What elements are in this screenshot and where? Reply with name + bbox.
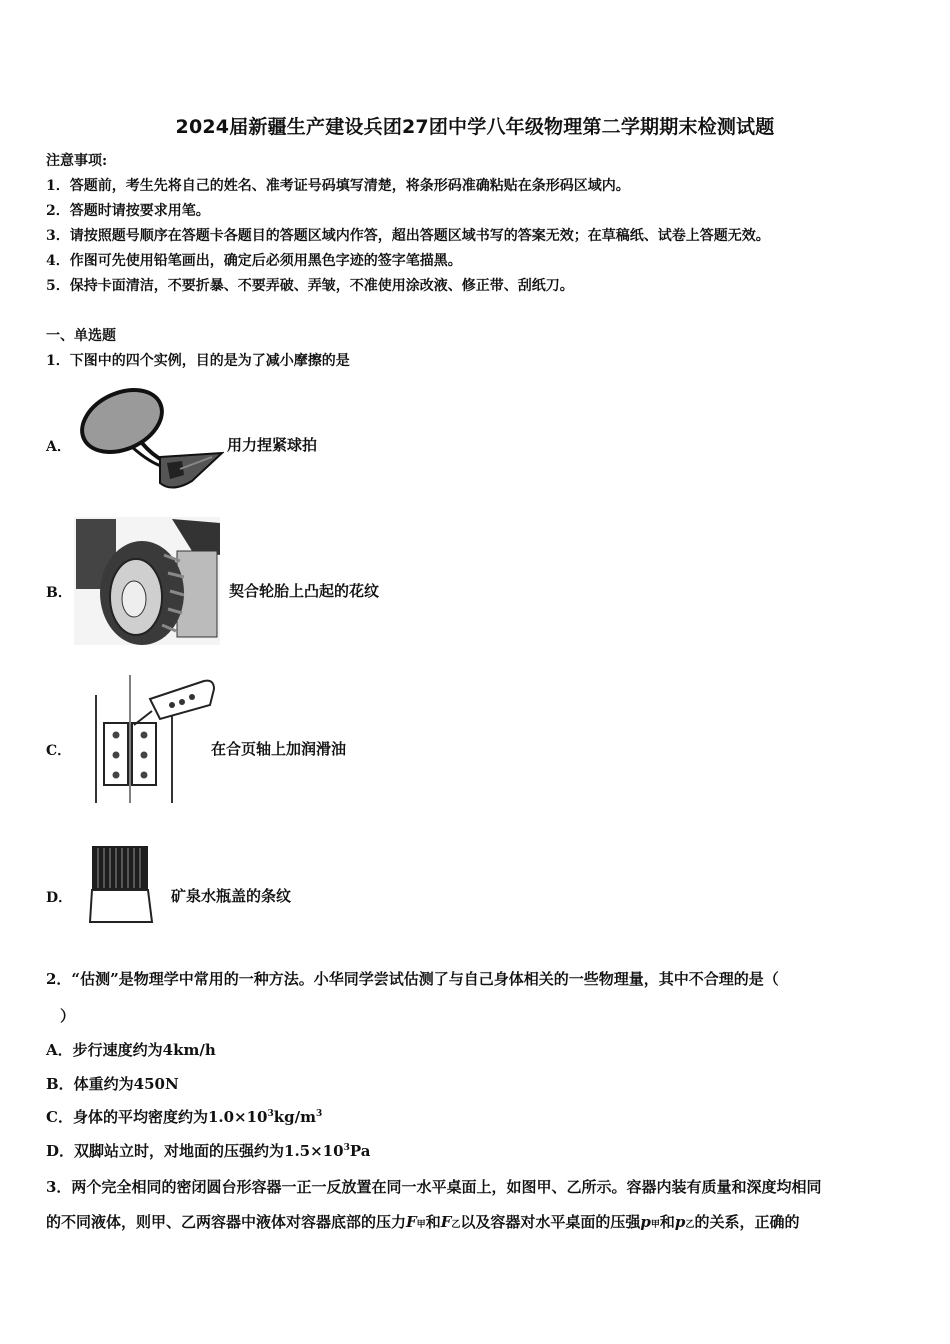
note-item: 2．答题时请按要求用笔。 bbox=[46, 203, 210, 219]
option-d-text: 矿泉水瓶盖的条纹 bbox=[171, 887, 292, 905]
bottle-cap-image bbox=[84, 844, 156, 926]
question-2-stem: 2．“估测”是物理学中常用的一种方法。小华同学尝试估测了与自己身体相关的一些物理量，其中不合理的是（ bbox=[46, 970, 779, 988]
question-3-stem-line-2: 的不同液体，则甲、乙两容器中液体对容器底部的压力F甲和F乙以及容器对水平桌面的压强p甲和p乙的关系，正确的 bbox=[46, 1213, 800, 1231]
question-2-option-d: D．双脚站立时，对地面的压强约为$1.5\times 10^3Pa$ bbox=[46, 1142, 371, 1160]
tire-image bbox=[72, 515, 222, 647]
section-heading: 一、单选题 bbox=[46, 328, 116, 344]
racket-image bbox=[72, 383, 224, 498]
notes-heading: 注意事项: bbox=[46, 153, 108, 169]
option-b-text: 契合轮胎上凸起的花纹 bbox=[229, 582, 380, 600]
page-title: 2024届新疆生产建设兵团27团中学八年级物理第二学期期末检测试题 bbox=[175, 116, 775, 138]
note-item: 5．保持卡面清洁，不要折暴、不要弄破、弄皱，不准使用涂改液、修正带、刮纸刀。 bbox=[46, 278, 574, 294]
question-2-option-a: A．步行速度约为4km/h bbox=[46, 1041, 216, 1059]
question-1-stem: 1．下图中的四个实例，目的是为了减小摩擦的是 bbox=[46, 353, 350, 369]
option-a-text: 用力捏紧球拍 bbox=[227, 436, 318, 454]
question-3-stem-line-1: 3．两个完全相同的密闭圆台形容器一正一反放置在同一水平桌面上，如图甲、乙所示。容器内装有质量和深度均相同 bbox=[46, 1178, 822, 1196]
note-item: 4．作图可先使用铅笔画出，确定后必须用黑色字迹的签字笔描黑。 bbox=[46, 253, 462, 269]
question-2-option-c: C．身体的平均密度约为$1.0\times 10^3kg/m^3$ bbox=[46, 1108, 323, 1126]
option-b-label: B． bbox=[46, 585, 72, 601]
question-2-stem-end: ） bbox=[60, 1007, 76, 1025]
question-2-option-b: B．体重约为450N bbox=[46, 1075, 179, 1093]
note-item: 1．答题前，考生先将自己的姓名、准考证号码填写清楚，将条形码准确粘贴在条形码区域内。 bbox=[46, 178, 630, 194]
option-d-label: D． bbox=[46, 890, 73, 906]
hinge-oil-image bbox=[72, 675, 217, 805]
option-c-text: 在合页轴上加润滑油 bbox=[211, 740, 347, 758]
option-a-label: A． bbox=[46, 439, 71, 455]
option-c-label: C． bbox=[46, 743, 72, 759]
note-item: 3．请按照题号顺序在答题卡各题目的答题区域内作答，超出答题区域书写的答案无效；在草稿纸、试卷上答题无效。 bbox=[46, 228, 770, 244]
